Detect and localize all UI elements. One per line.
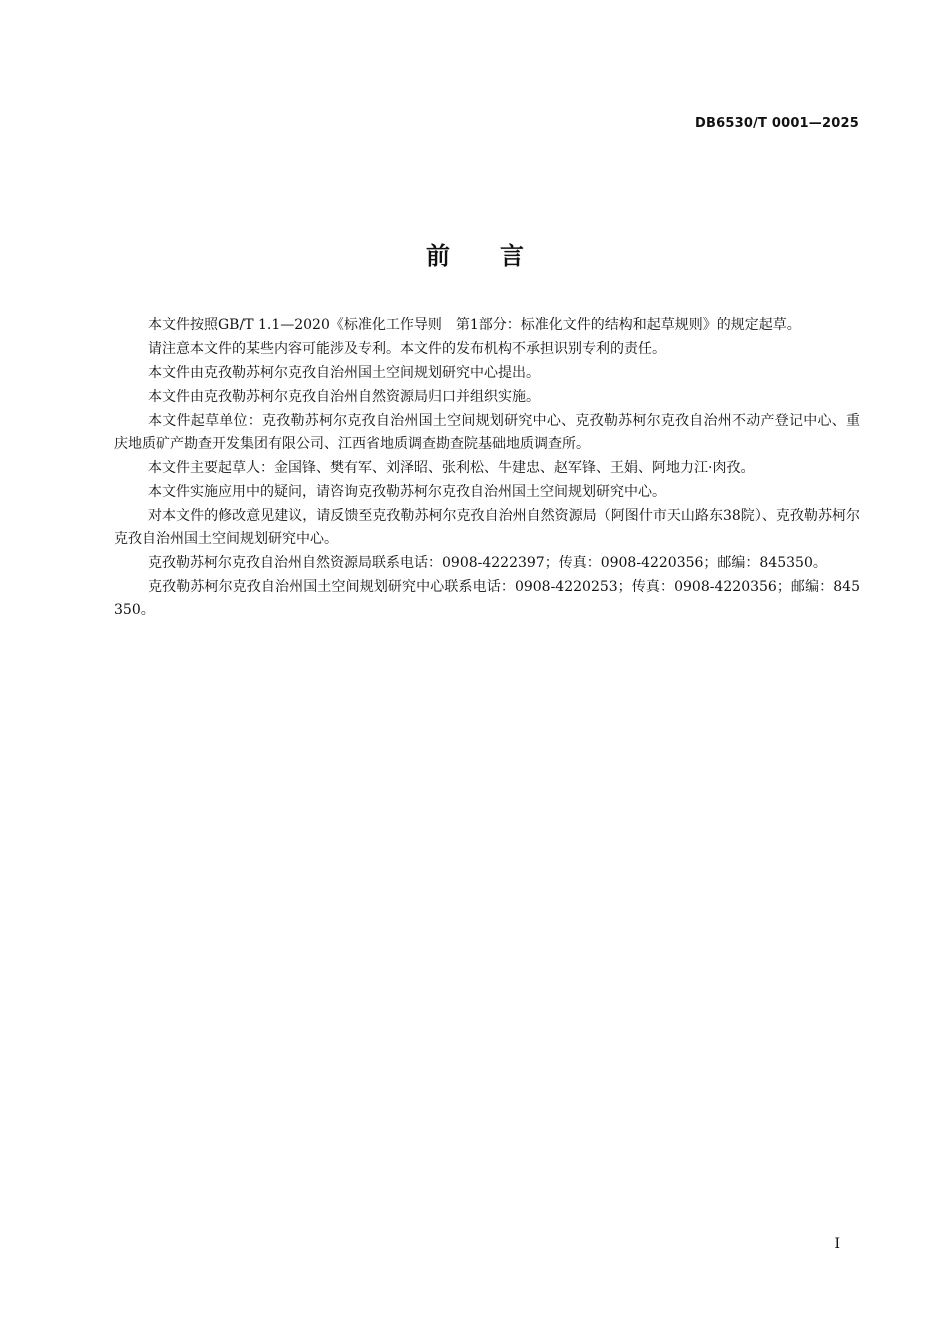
paragraph-patent-notice: 请注意本文件的某些内容可能涉及专利。本文件的发布机构不承担识别专利的责任。 — [148, 341, 666, 357]
paragraph-managed-by: 本文件由克孜勒苏柯尔克孜自治州自然资源局归口并组织实施。 — [148, 389, 540, 405]
page-number: I — [834, 1236, 840, 1252]
paragraph-contact-center: 克孜勒苏柯尔克孜自治州国土空间规划研究中心联系电话：0908-4220253；传真：0908-4220356；邮编：845350。 — [114, 579, 860, 618]
paragraph-contact-bureau: 克孜勒苏柯尔克孜自治州自然资源局联系电话：0908-4222397；传真：0908-4220356；邮编：845350。 — [148, 555, 827, 571]
paragraph-proposed-by: 本文件由克孜勒苏柯尔克孜自治州国土空间规划研究中心提出。 — [148, 365, 540, 381]
paragraph-drafting-rules: 本文件按照GB/T 1.1—2020《标准化工作导则 第1部分：标准化文件的结构和起草规则》的规定起草。 — [148, 317, 801, 333]
title-char-2: 言 — [500, 242, 524, 270]
page-title — [0, 236, 950, 271]
paragraph-drafting-units: 本文件起草单位：克孜勒苏柯尔克孜自治州国土空间规划研究中心、克孜勒苏柯尔克孜自治州不动产登记中心、重庆地质矿产勘查开发集团有限公司、江西省地质调查勘查院基础地质调查所。 — [114, 413, 860, 452]
title-char-1: 前 — [426, 242, 450, 270]
foreword-body — [114, 314, 860, 623]
document-code: DB6530/T 0001—2025 — [695, 116, 859, 131]
paragraph-feedback: 对本文件的修改意见建议，请反馈至克孜勒苏柯尔克孜自治州自然资源局（阿图什市天山路东38院）、克孜勒苏柯尔克孜自治州国土空间规划研究中心。 — [114, 508, 860, 547]
paragraph-drafters: 本文件主要起草人：金国锋、樊有军、刘泽昭、张利松、牛建忠、赵军锋、王娟、阿地力江·肉孜。 — [148, 460, 755, 476]
paragraph-inquiries: 本文件实施应用中的疑问，请咨询克孜勒苏柯尔克孜自治州国土空间规划研究中心。 — [148, 484, 666, 500]
